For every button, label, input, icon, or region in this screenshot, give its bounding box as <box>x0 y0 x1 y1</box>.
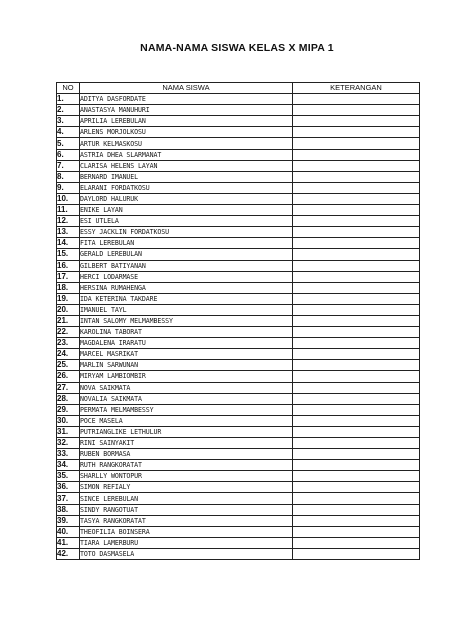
table-row <box>57 393 420 404</box>
student-name: NOVA SAIKMATA <box>80 382 293 393</box>
keterangan-cell <box>293 116 420 127</box>
table-row <box>57 438 420 449</box>
student-name: CLARISA HELENS LAYAN <box>80 160 293 171</box>
table-row <box>57 482 420 493</box>
student-name: TIARA LAMERBURU <box>80 537 293 548</box>
student-name: ADITYA DASFORDATE <box>80 94 293 105</box>
row-number: 36. <box>57 482 80 493</box>
student-name: DAYLORD HALURUK <box>80 193 293 204</box>
keterangan-cell <box>293 304 420 315</box>
row-number: 24. <box>57 349 80 360</box>
table-row <box>57 349 420 360</box>
student-name: INTAN SALOMY MELMAMBESSY <box>80 315 293 326</box>
keterangan-cell <box>293 482 420 493</box>
table-row <box>57 205 420 216</box>
row-number: 39. <box>57 515 80 526</box>
table-row <box>57 449 420 460</box>
row-number: 30. <box>57 415 80 426</box>
keterangan-cell <box>293 282 420 293</box>
table-row <box>57 526 420 537</box>
student-name: APRILIA LEREBULAN <box>80 116 293 127</box>
table-row <box>57 105 420 116</box>
row-number: 20. <box>57 304 80 315</box>
column-header-name: NAMA SISWA <box>80 83 293 94</box>
row-number: 17. <box>57 271 80 282</box>
row-number: 23. <box>57 338 80 349</box>
student-name: SINCE LEREBULAN <box>80 493 293 504</box>
student-name: MAGDALENA IRARATU <box>80 338 293 349</box>
table-row <box>57 149 420 160</box>
student-name: KAROLINA TABORAT <box>80 327 293 338</box>
keterangan-cell <box>293 338 420 349</box>
table-row <box>57 537 420 548</box>
student-name: TASYA RANGKORATAT <box>80 515 293 526</box>
table-row <box>57 193 420 204</box>
keterangan-cell <box>293 227 420 238</box>
row-number: 3. <box>57 116 80 127</box>
student-name: ANASTASYA MANUHURI <box>80 105 293 116</box>
row-number: 1. <box>57 94 80 105</box>
student-name: IDA KETERINA TAKDARE <box>80 293 293 304</box>
table-row <box>57 260 420 271</box>
student-name: POCE MASELA <box>80 415 293 426</box>
keterangan-cell <box>293 238 420 249</box>
student-name: SHARLLY WONTOPUR <box>80 471 293 482</box>
row-number: 28. <box>57 393 80 404</box>
row-number: 38. <box>57 504 80 515</box>
student-name: NOVALIA SAIKMATA <box>80 393 293 404</box>
table-row <box>57 216 420 227</box>
keterangan-cell <box>293 537 420 548</box>
row-number: 29. <box>57 404 80 415</box>
table-row <box>57 94 420 105</box>
keterangan-cell <box>293 138 420 149</box>
keterangan-cell <box>293 293 420 304</box>
keterangan-cell <box>293 216 420 227</box>
table-row <box>57 271 420 282</box>
student-name: TOTO DASMASELA <box>80 548 293 559</box>
keterangan-cell <box>293 94 420 105</box>
table-row <box>57 371 420 382</box>
student-name: RUTH RANGKORATAT <box>80 460 293 471</box>
keterangan-cell <box>293 249 420 260</box>
student-name: RUBEN BORMASA <box>80 449 293 460</box>
row-number: 26. <box>57 371 80 382</box>
student-name: ESI UTLELA <box>80 216 293 227</box>
table-row <box>57 293 420 304</box>
row-number: 33. <box>57 449 80 460</box>
table-row <box>57 282 420 293</box>
column-header-keterangan: KETERANGAN <box>293 83 420 94</box>
row-number: 31. <box>57 426 80 437</box>
student-name: MARLIN SARWUNAN <box>80 360 293 371</box>
row-number: 11. <box>57 205 80 216</box>
student-name: HERSINA RUMAHENGA <box>80 282 293 293</box>
table-row <box>57 227 420 238</box>
row-number: 4. <box>57 127 80 138</box>
keterangan-cell <box>293 426 420 437</box>
table-row <box>57 360 420 371</box>
table-row <box>57 404 420 415</box>
student-name: RINI SAINYAKIT <box>80 438 293 449</box>
keterangan-cell <box>293 360 420 371</box>
keterangan-cell <box>293 449 420 460</box>
student-name: BERNARD IMANUEL <box>80 171 293 182</box>
table-row <box>57 138 420 149</box>
table-row <box>57 327 420 338</box>
keterangan-cell <box>293 393 420 404</box>
row-number: 35. <box>57 471 80 482</box>
keterangan-cell <box>293 371 420 382</box>
table-row <box>57 338 420 349</box>
student-name: PERMATA MELMAMBESSY <box>80 404 293 415</box>
row-number: 41. <box>57 537 80 548</box>
table-row <box>57 127 420 138</box>
keterangan-cell <box>293 127 420 138</box>
keterangan-cell <box>293 327 420 338</box>
keterangan-cell <box>293 548 420 559</box>
row-number: 21. <box>57 315 80 326</box>
student-name: FITA LEREBULAN <box>80 238 293 249</box>
keterangan-cell <box>293 160 420 171</box>
table-row <box>57 515 420 526</box>
row-number: 32. <box>57 438 80 449</box>
table-row <box>57 504 420 515</box>
student-name: ASTRIA DHEA SLARMANAT <box>80 149 293 160</box>
table-row <box>57 460 420 471</box>
row-number: 15. <box>57 249 80 260</box>
keterangan-cell <box>293 382 420 393</box>
keterangan-cell <box>293 149 420 160</box>
table-row <box>57 160 420 171</box>
student-name: GILBERT BATIYANAN <box>80 260 293 271</box>
row-number: 16. <box>57 260 80 271</box>
table-row <box>57 249 420 260</box>
row-number: 14. <box>57 238 80 249</box>
row-number: 40. <box>57 526 80 537</box>
student-name: MARCEL MASRIKAT <box>80 349 293 360</box>
keterangan-cell <box>293 504 420 515</box>
row-number: 19. <box>57 293 80 304</box>
row-number: 2. <box>57 105 80 116</box>
keterangan-cell <box>293 260 420 271</box>
table-row <box>57 382 420 393</box>
student-name: ENIKE LAYAN <box>80 205 293 216</box>
page-title: NAMA-NAMA SISWA KELAS X MIPA 1 <box>140 42 334 54</box>
keterangan-cell <box>293 105 420 116</box>
row-number: 18. <box>57 282 80 293</box>
table-row <box>57 426 420 437</box>
student-name: ARLENS MORJOLKOSU <box>80 127 293 138</box>
row-number: 10. <box>57 193 80 204</box>
table-row <box>57 493 420 504</box>
row-number: 5. <box>57 138 80 149</box>
keterangan-cell <box>293 182 420 193</box>
keterangan-cell <box>293 438 420 449</box>
row-number: 25. <box>57 360 80 371</box>
table-row <box>57 304 420 315</box>
keterangan-cell <box>293 471 420 482</box>
student-name: SINDY RANGOTUAT <box>80 504 293 515</box>
student-name: ARTUR KELMASKOSU <box>80 138 293 149</box>
student-name: SIMON REFIALY <box>80 482 293 493</box>
keterangan-cell <box>293 526 420 537</box>
student-name: ELARANI FORDATKOSU <box>80 182 293 193</box>
student-name: HERCI LODARMASE <box>80 271 293 282</box>
keterangan-cell <box>293 404 420 415</box>
student-name: GERALD LEREBULAN <box>80 249 293 260</box>
row-number: 7. <box>57 160 80 171</box>
row-number: 22. <box>57 327 80 338</box>
table-row <box>57 116 420 127</box>
keterangan-cell <box>293 515 420 526</box>
student-name: PUTRIANGLIKE LETHULUR <box>80 426 293 437</box>
keterangan-cell <box>293 205 420 216</box>
student-name: MIRYAM LAMBIOMBIR <box>80 371 293 382</box>
student-name: THEOFILIA BOINSERA <box>80 526 293 537</box>
row-number: 42. <box>57 548 80 559</box>
keterangan-cell <box>293 415 420 426</box>
column-header-no: NO <box>57 83 80 94</box>
keterangan-cell <box>293 171 420 182</box>
keterangan-cell <box>293 271 420 282</box>
student-name: ESSY JACKLIN FORDATKOSU <box>80 227 293 238</box>
student-name: IMANUEL TAYL <box>80 304 293 315</box>
table-row <box>57 238 420 249</box>
table-row <box>57 315 420 326</box>
keterangan-cell <box>293 493 420 504</box>
row-number: 37. <box>57 493 80 504</box>
row-number: 13. <box>57 227 80 238</box>
row-number: 9. <box>57 182 80 193</box>
row-number: 27. <box>57 382 80 393</box>
keterangan-cell <box>293 460 420 471</box>
row-number: 6. <box>57 149 80 160</box>
keterangan-cell <box>293 193 420 204</box>
keterangan-cell <box>293 315 420 326</box>
table-header-row <box>57 83 420 94</box>
keterangan-cell <box>293 349 420 360</box>
row-number: 12. <box>57 216 80 227</box>
table-row <box>57 548 420 559</box>
table-row <box>57 415 420 426</box>
table-row <box>57 471 420 482</box>
row-number: 34. <box>57 460 80 471</box>
student-table <box>56 82 420 560</box>
row-number: 8. <box>57 171 80 182</box>
table-row <box>57 182 420 193</box>
table-row <box>57 171 420 182</box>
